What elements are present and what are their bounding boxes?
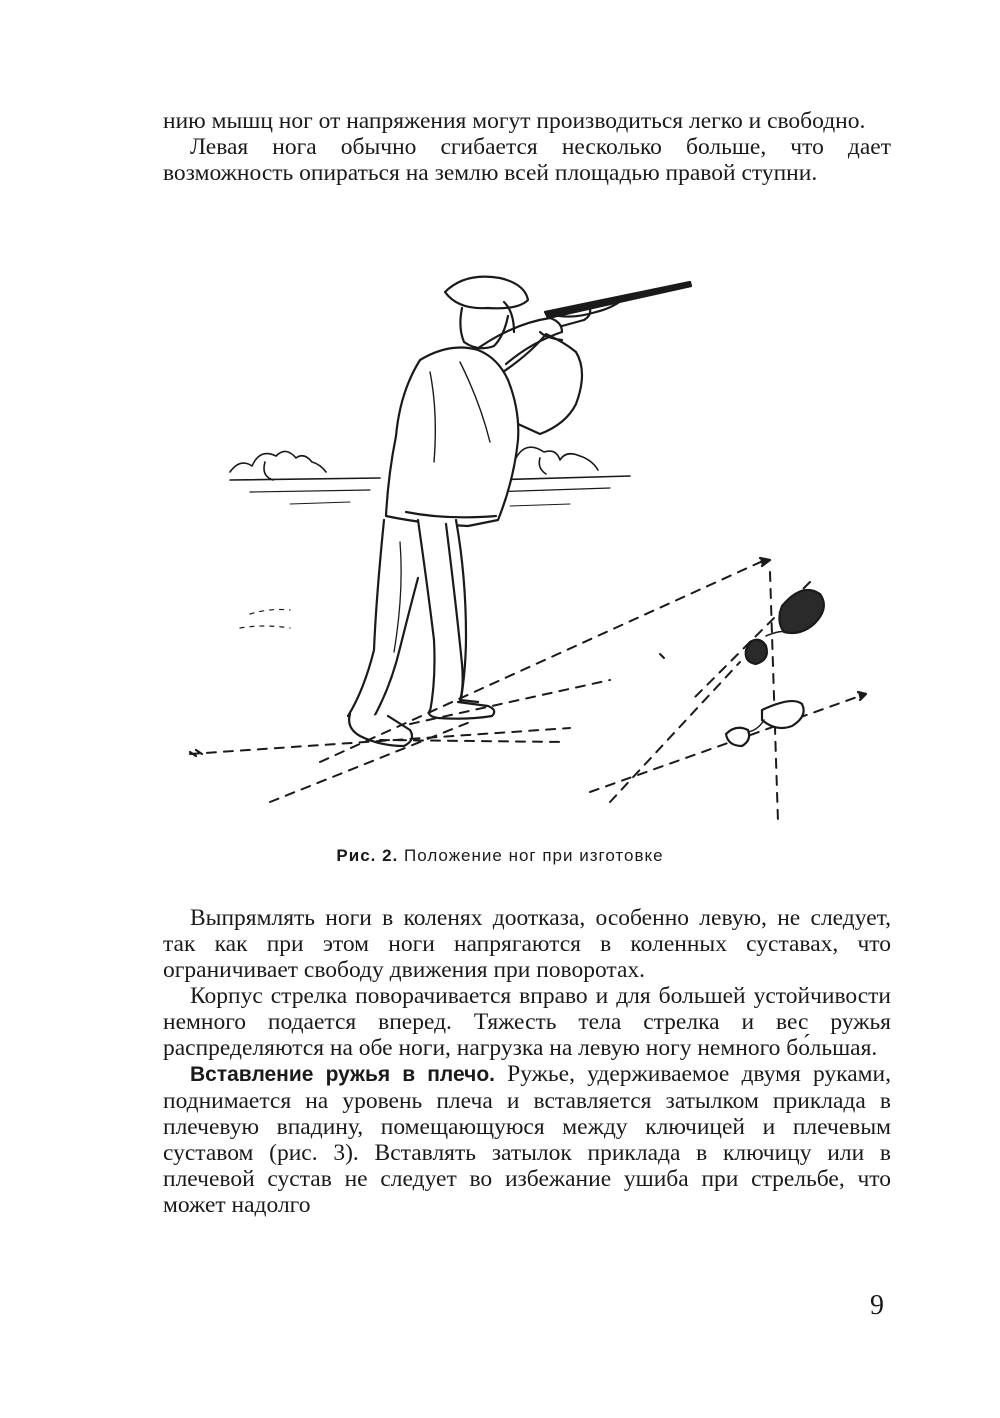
run-in-heading: Вставление ружья в плечо.	[190, 1063, 496, 1086]
paragraph-left-leg: Левая нога обычно сгибается несколько больше, что дает возможность опираться на землю всей площадью правой ступни.	[163, 134, 891, 186]
top-text-block	[163, 108, 891, 186]
direction-lines	[190, 560, 860, 822]
shooter-figure	[348, 277, 582, 746]
rifle	[545, 282, 691, 326]
paragraph-continuation: нию мышц ног от напряжения могут производиться легко и свободно.	[163, 108, 866, 134]
page-number: 9	[870, 1290, 884, 1321]
paragraph-shouldering-text: Ружье, удерживаемое двумя руками, поднимается на уровень плеча и вставляется затылком приклада в плечевую впадину, помещающуюся между ключицей и плечевым суставом (рис. 3). Вставлять затылок приклада в ключицу или в плечевой сустав не следует во избежание ушиба при стрельбе, что может надолго	[163, 1061, 891, 1218]
shooter-stance-illustration	[170, 262, 890, 842]
paragraph-shouldering	[163, 1061, 891, 1218]
arrow-head	[858, 692, 866, 700]
paragraph-torso: Корпус стрелка поворачивается вправо и для большей устойчивости немного подается вперед. Тяжесть тела стрелка и вес ружья распределяются на обе ноги, нагрузка на левую ногу немного бо́льшая.	[163, 983, 891, 1061]
paragraph-straighten-legs: Выпрямлять ноги в коленях доотказа, особенно левую, не следует, так как при этом ноги напрягаются в коленных суставах, что ограничивает свободу движения при поворотах.	[163, 905, 891, 983]
footprints	[726, 590, 824, 746]
caption-text: Положение ног при изготовке	[404, 846, 664, 865]
figure-caption	[0, 846, 1000, 866]
caption-label: Рис. 2.	[336, 846, 399, 865]
arrow-head	[760, 558, 770, 566]
bottom-text-block	[163, 905, 891, 1218]
